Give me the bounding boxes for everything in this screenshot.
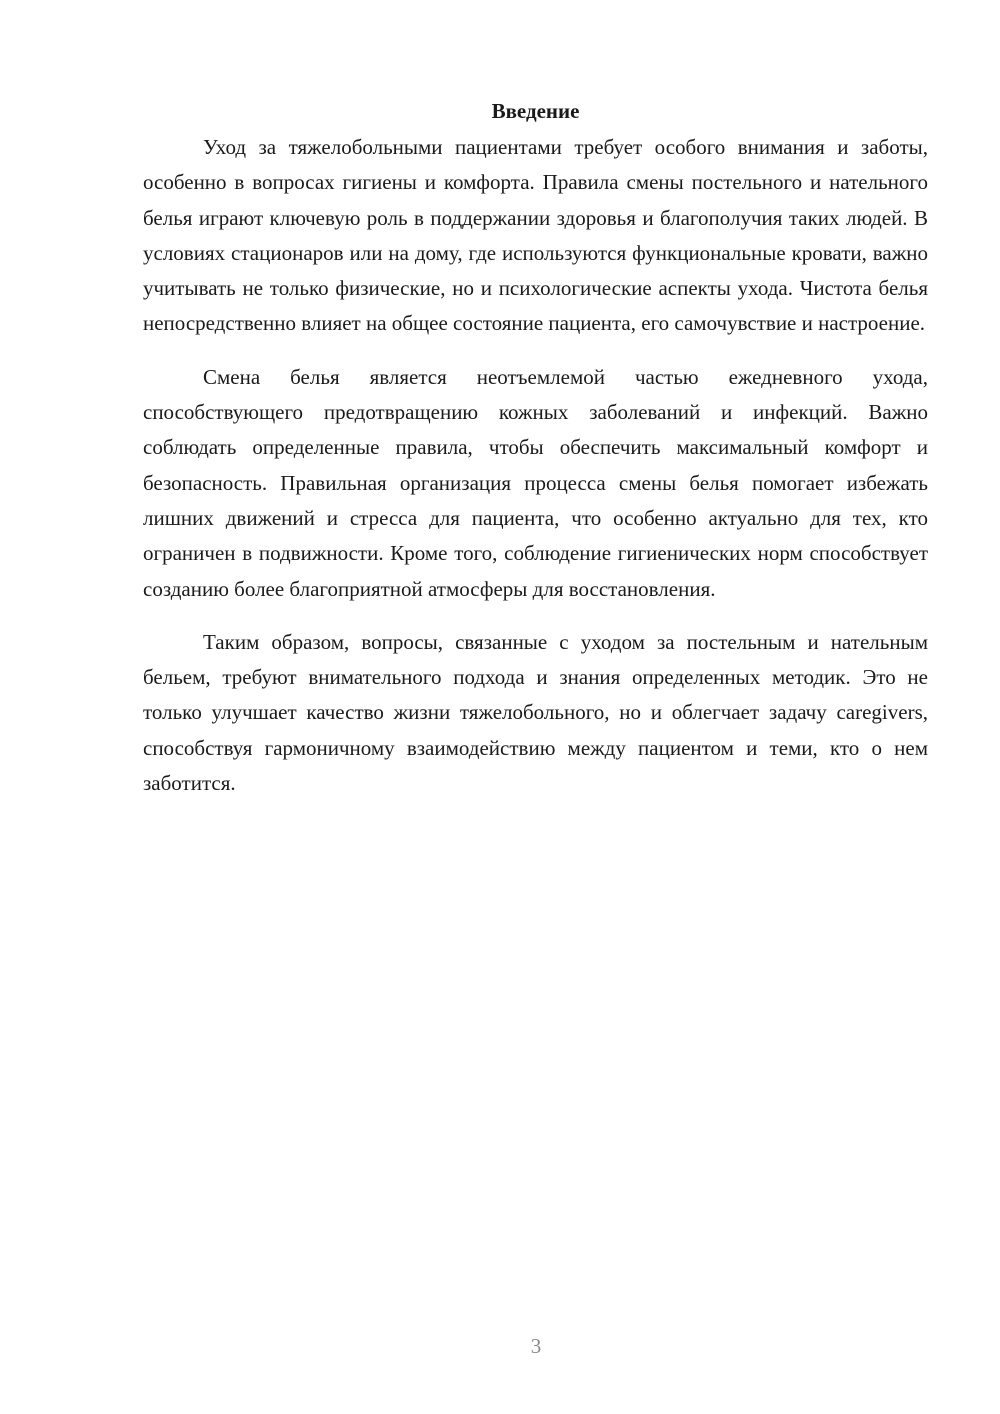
section-heading: Введение [491, 99, 580, 123]
page-number: 3 [530, 1334, 542, 1358]
paragraph-2: Смена белья является неотъемлемой частью ежедневного ухода, способствующего предотвращению кожных заболеваний и инфекций. Важно соблюдать определенные правила, чтобы обеспечить максимальный комфорт и безопасность. Правильная организация процесса смены белья помогает избежать лишних движений и стресса для пациента, что особенно актуально для тех, кто ограничен в подвижности. Кроме того, соблюдение гигиенических норм способствует созданию более благоприятной атмосферы для восстановления. [143, 364, 928, 601]
paragraph-1: Уход за тяжелобольными пациентами требует особого внимания и заботы, особенно в вопросах гигиены и комфорта. Правила смены постельного и нательного белья играют ключевую роль в поддержании здоровья и благополучия таких людей. В условиях стационаров или на дому, где используются функциональные кровати, важно учитывать не только физические, но и психологические аспекты ухода. Чистота белья непосредственно влияет на общее состояние пациента, его самочувствие и настроение. [143, 135, 928, 336]
page-content [143, 96, 928, 819]
paragraph-3: Таким образом, вопросы, связанные с уходом за постельным и нательным бельем, требуют внимательного подхода и знания определенных методик. Это не только улучшает качество жизни тяжелобольного, но и облегчает задачу caregivers, способствуя гармоничному взаимодействию между пациентом и теми, кто о нем заботится. [143, 629, 928, 796]
